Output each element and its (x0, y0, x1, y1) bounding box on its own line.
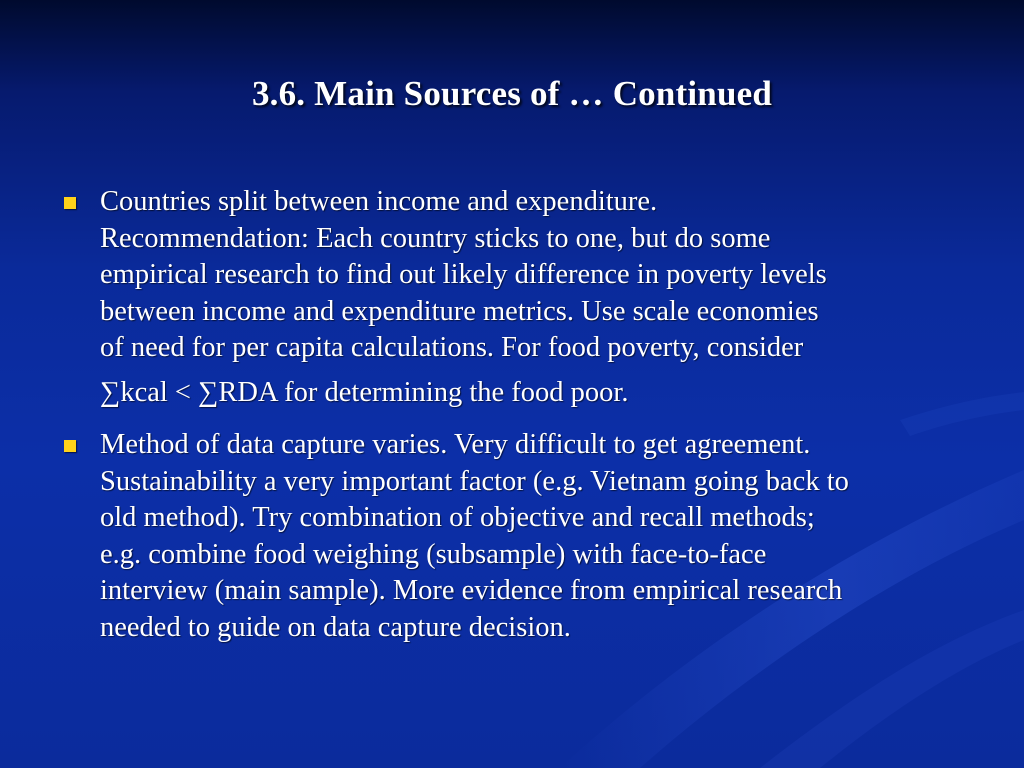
square-bullet-icon (64, 440, 76, 452)
bullet-item (62, 427, 962, 646)
bullet-text-line: between income and expenditure metrics. Use scale economies (100, 295, 819, 327)
bullet-text-line: Method of data capture varies. Very difficult to get agreement. (100, 429, 811, 460)
bullet-text-line: ∑kcal < ∑RDA for determining the food poor. (100, 376, 629, 408)
bullet-list (62, 184, 962, 646)
slide-title: 3.6. Main Sources of … Continued (251, 74, 773, 113)
square-bullet-icon (64, 197, 76, 209)
bullet-text-line: Sustainability a very important factor (e.g. Vietnam going back to (100, 465, 849, 497)
bullet-text-line: Recommendation: Each country sticks to one, but do some (100, 222, 771, 254)
bullet-text-line: needed to guide on data capture decision. (100, 611, 571, 643)
bullet-text-line: Countries split between income and expenditure. (100, 186, 658, 217)
bullet-text-line: interview (main sample). More evidence from empirical research (100, 575, 843, 606)
bullet-item (62, 184, 962, 411)
bullet-text-line: old method). Try combination of objective and recall methods; (100, 502, 815, 533)
bullet-text-line: of need for per capita calculations. For food poverty, consider (100, 332, 804, 363)
bullet-text-line: empirical research to find out likely difference in poverty levels (100, 259, 827, 290)
bullet-text-line: e.g. combine food weighing (subsample) with face-to-face (100, 538, 767, 570)
